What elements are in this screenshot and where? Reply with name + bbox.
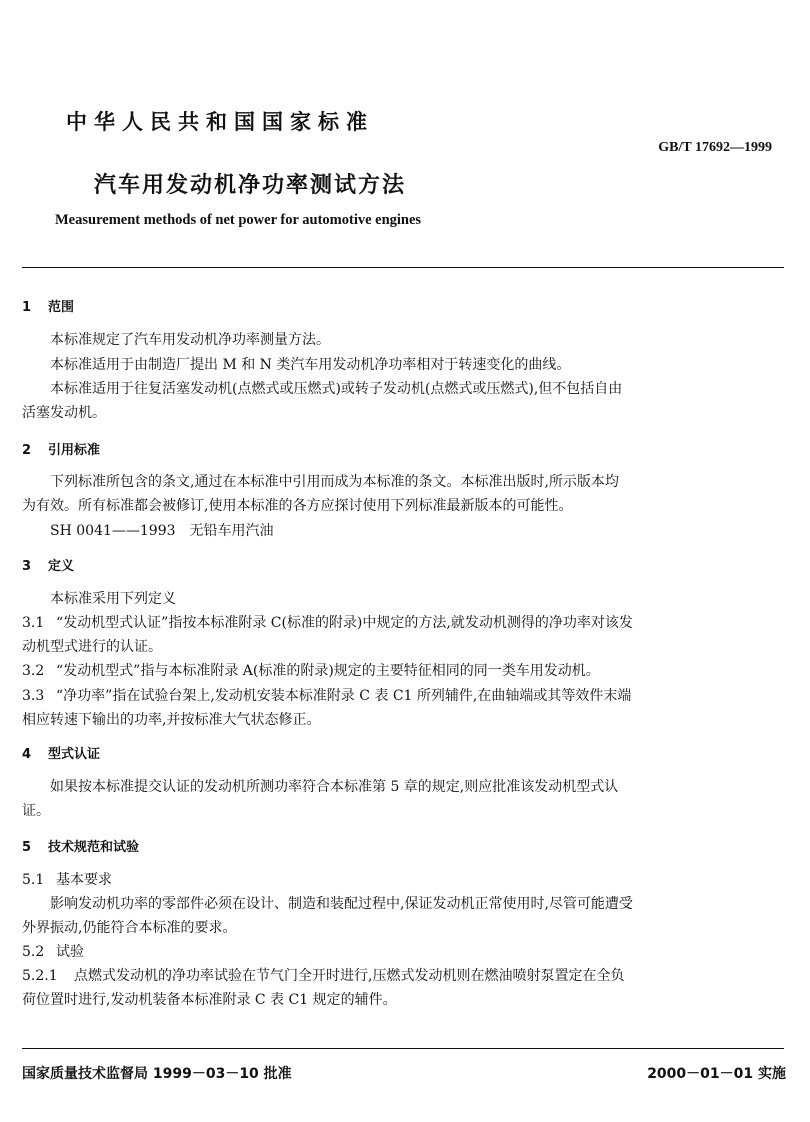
paragraph: 影响发动机功率的零部件必须在设计、制造和装配过程中,保证发动机正常使用时,尽管可能遭受 [50, 896, 633, 912]
clause-text: “发动机型式认证”指按本标准附录 C(标准的附录)中规定的方法,就发动机测得的净功率对该发 [56, 615, 633, 631]
section-title: 技术规范和试验 [48, 840, 140, 855]
paragraph-continuation: 荷位置时进行,发动机装备本标准附录 C 表 C1 规定的辅件。 [22, 992, 397, 1008]
document-title-zh: 汽车用发动机净功率测试方法 [94, 173, 407, 198]
paragraph: 本标准适用于往复活塞发动机(点燃式或压燃式)或转子发动机(点燃式或压燃式),但不包括自由 [50, 381, 623, 397]
footer-divider [22, 1048, 784, 1049]
subsection-number: 5.1 [22, 872, 45, 888]
subsection-5-1-heading [22, 870, 782, 890]
paragraph-continuation: 相应转速下输出的功率,并按标准大气状态修正。 [22, 712, 321, 728]
section-2-heading [22, 441, 782, 461]
clause-text: “发动机型式”指与本标准附录 A(标准的附录)规定的主要特征相同的同一类车用发动机。 [56, 663, 600, 679]
subsection-5-2-heading [22, 942, 782, 962]
issuing-organization: 中华人民共和国国家标准 [66, 110, 374, 134]
section-title: 引用标准 [48, 443, 101, 458]
clause-number: 3.1 [22, 615, 45, 631]
header-divider [22, 267, 784, 268]
paragraph-continuation: 活塞发动机。 [22, 405, 106, 421]
clause-text: 点燃式发动机的净功率试验在节气门全开时进行,压燃式发动机则在燃油喷射泵置定在全负 [74, 968, 625, 984]
standard-number: GB/T 17692—1999 [658, 140, 772, 155]
paragraph-continuation: 为有效。所有标准都会被修订,使用本标准的各方应探讨使用下列标准最新版本的可能性。 [22, 498, 573, 514]
paragraph: 本标准适用于由制造厂提出 M 和 N 类汽车用发动机净功率相对于转速变化的曲线。 [50, 357, 571, 373]
clause-number: 3.3 [22, 688, 45, 704]
implementation-date: 2000－01－01 实施 [647, 1066, 786, 1082]
section-number: 5 [22, 840, 32, 855]
subsection-number: 5.2 [22, 944, 45, 960]
clause-text: “净功率”指在试验台架上,发动机安装本标准附录 C 表 C1 所列辅件,在曲轴端或其等效件末端 [56, 688, 632, 704]
referenced-standard: SH 0041——1993 无铅车用汽油 [50, 523, 274, 539]
section-title: 范围 [48, 300, 75, 315]
paragraph-continuation: 外界振动,仍能符合本标准的要求。 [22, 920, 237, 936]
clause-number: 3.2 [22, 663, 45, 679]
section-4-heading [22, 745, 782, 765]
paragraph: 如果按本标准提交认证的发动机所测功率符合本标准第 5 章的规定,则应批准该发动机型式认 [50, 779, 619, 795]
clause-3-3 [22, 686, 782, 706]
section-title: 定义 [48, 559, 75, 574]
paragraph: 本标准规定了汽车用发动机净功率测量方法。 [50, 332, 330, 348]
section-number: 4 [22, 747, 32, 762]
section-title: 型式认证 [48, 747, 101, 762]
approval-date: 国家质量技术监督局 1999－03－10 批准 [22, 1066, 292, 1082]
section-number: 3 [22, 559, 32, 574]
subsection-title: 试验 [56, 944, 84, 960]
clause-5-2-1 [22, 966, 782, 986]
paragraph-continuation: 动机型式进行的认证。 [22, 639, 162, 655]
paragraph: 下列标准所包含的条文,通过在本标准中引用而成为本标准的条文。本标准出版时,所示版本均 [50, 474, 619, 490]
section-number: 2 [22, 443, 32, 458]
section-1-heading [22, 298, 782, 318]
section-5-heading [22, 838, 782, 858]
paragraph-continuation: 证。 [22, 803, 50, 819]
subsection-title: 基本要求 [56, 872, 112, 888]
clause-3-1 [22, 613, 782, 633]
section-number: 1 [22, 300, 32, 315]
document-title-en: Measurement methods of net power for automotive engines [55, 212, 422, 228]
section-3-heading [22, 557, 782, 577]
clause-3-2 [22, 661, 782, 681]
paragraph: 本标准采用下列定义 [50, 591, 176, 607]
clause-number: 5.2.1 [22, 968, 58, 984]
